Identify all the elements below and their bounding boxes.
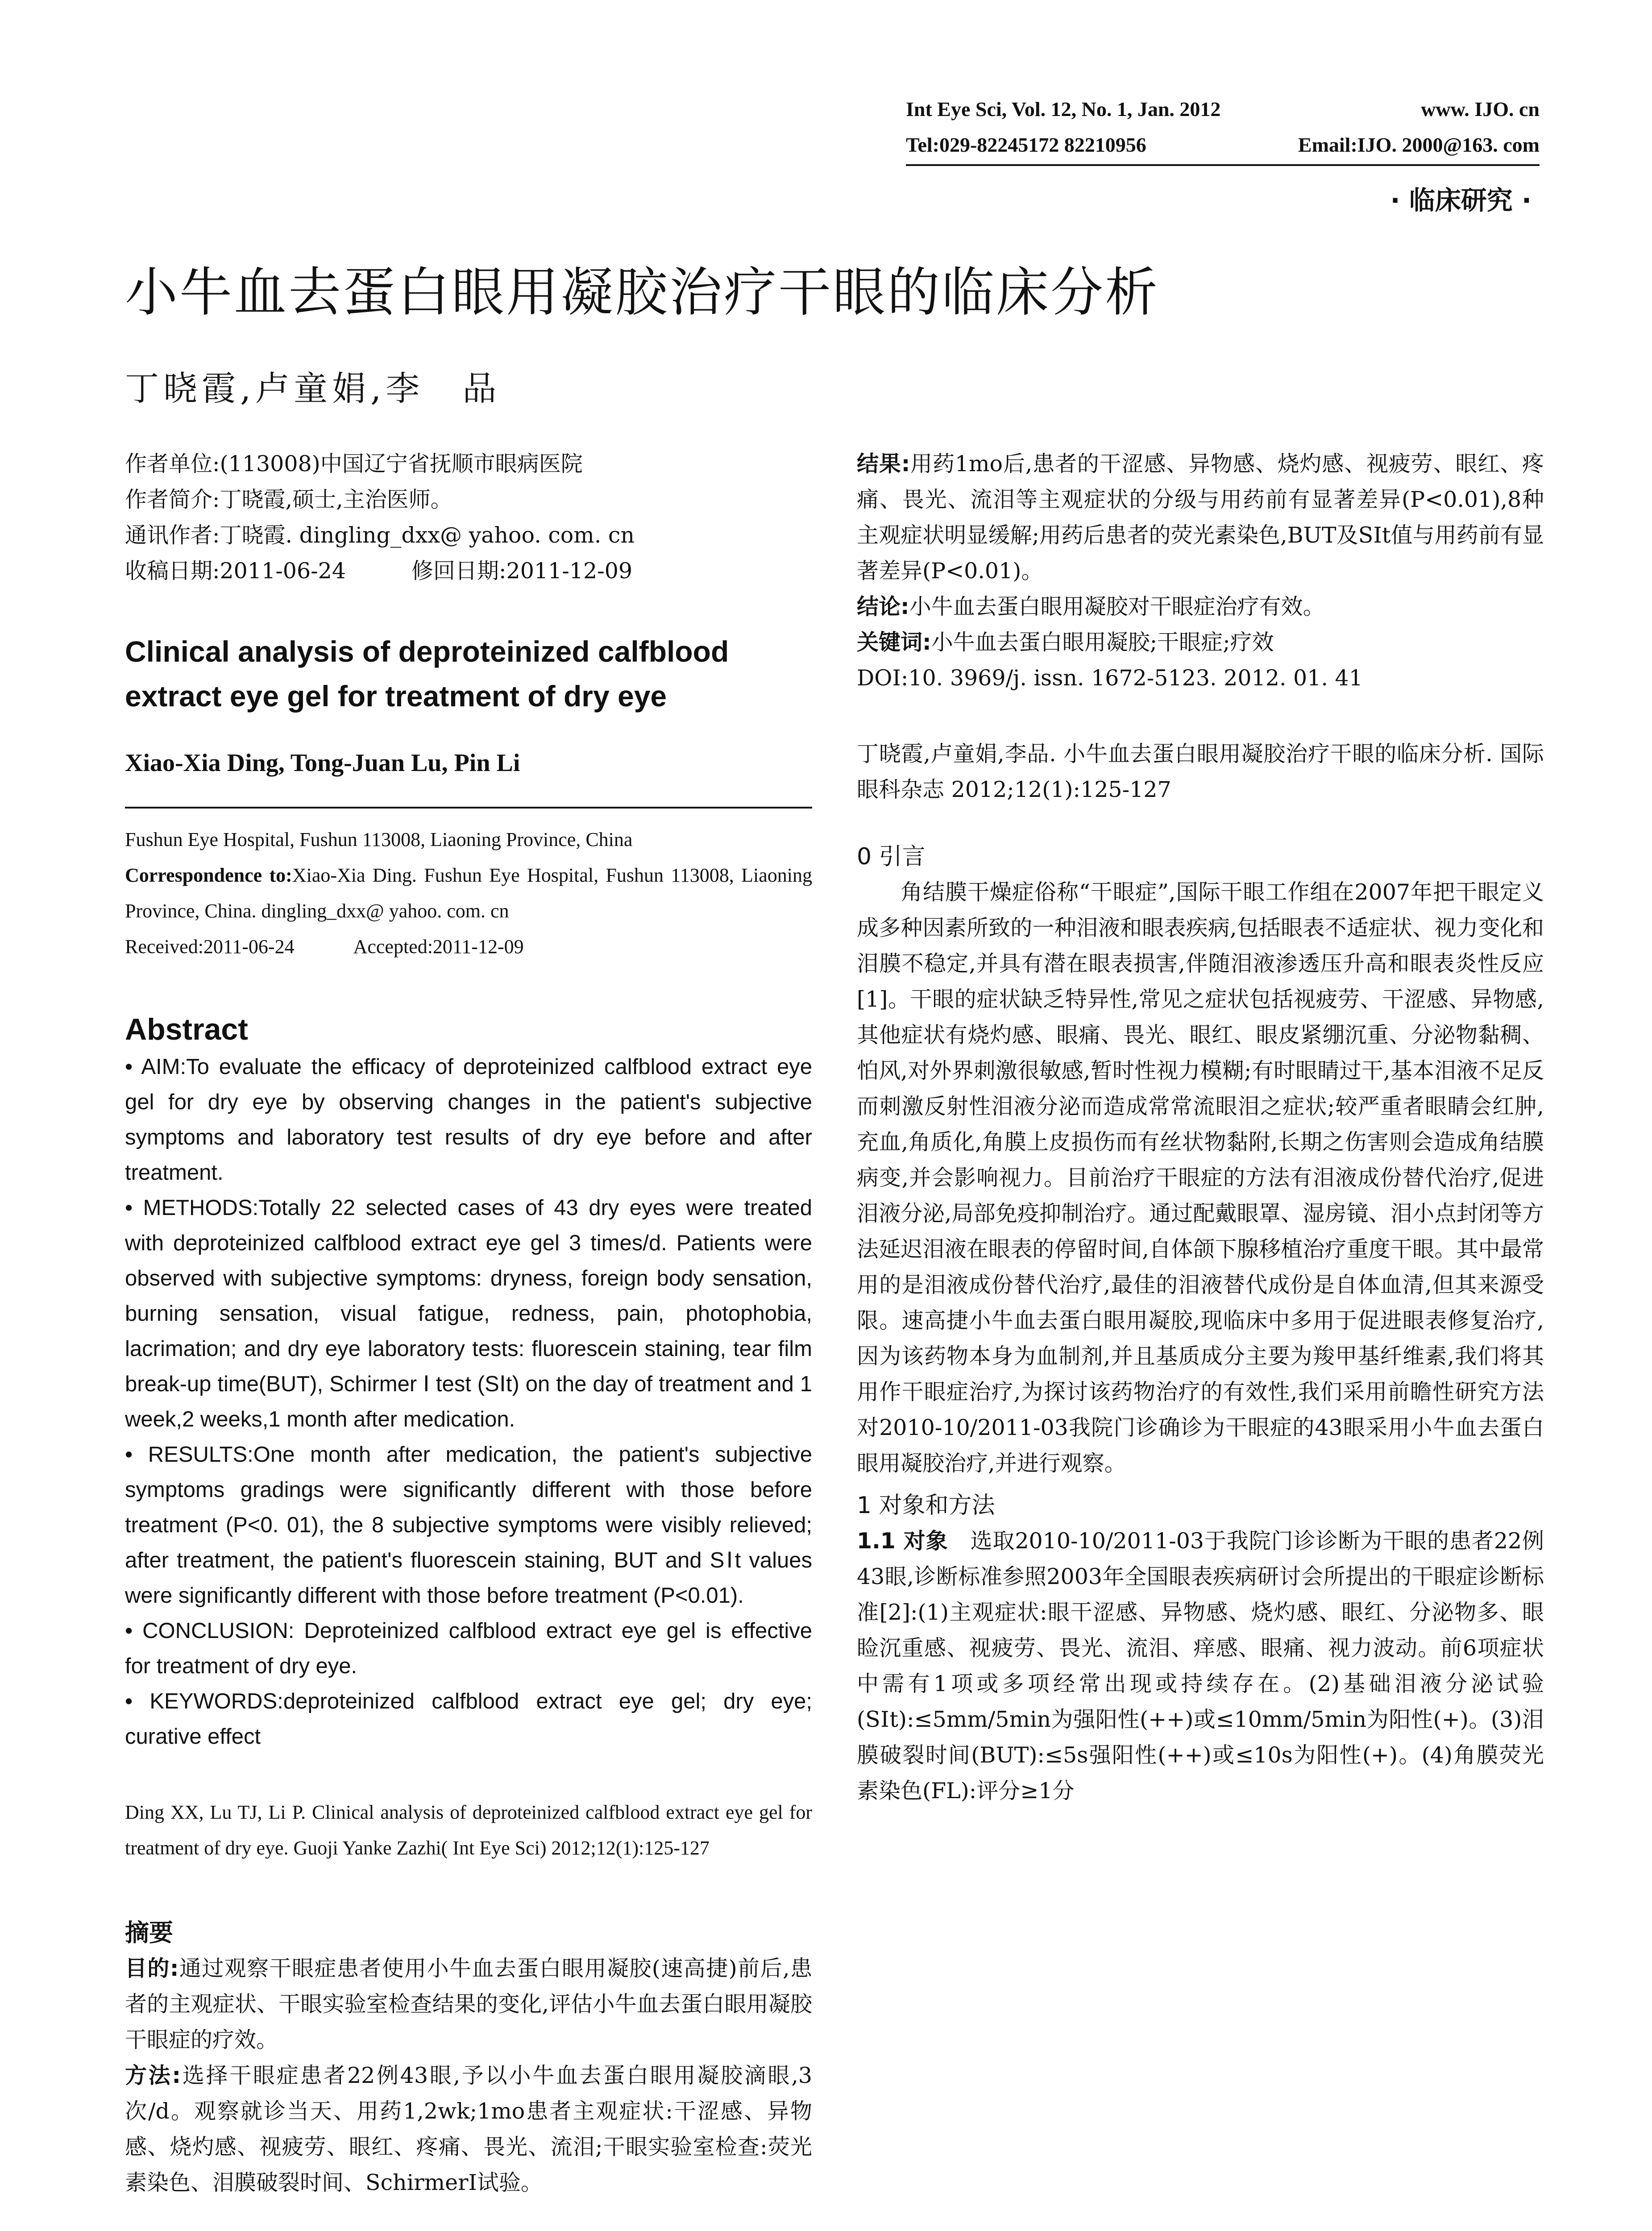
correspondence-en bbox=[125, 858, 812, 929]
author-rule bbox=[125, 807, 812, 809]
zhaiyao-keywords-text: 小牛血去蛋白眼用凝胶;干眼症;疗效 bbox=[931, 630, 1274, 655]
zhaiyao-result-label: 结果: bbox=[857, 451, 910, 477]
authors-en: Xiao-Xia Ding, Tong-Juan Lu, Pin Li bbox=[125, 749, 520, 777]
zhaiyao-result-text: 用药1mo后,患者的干涩感、异物感、烧灼感、视疲劳、眼红、疼痛、畏光、流泪等主观症状的分级与用药前有显著差异(P<0.01),8种主观症状明显缓解;用药后患者的荧光素染色,BUT及SⅠt值与用药前有显著差异(P<0.01)。 bbox=[857, 451, 1544, 584]
abstract-methods: • METHODS:Totally 22 selected cases of 43 dry eyes were treated with deproteinized calfblood extract eye gel 3 times/d. Patients were observed with subjective symptoms: dryness, foreign body sensation, burning sensation, visual fatigue, redness, pain, photophobia, lacrimation; and dry eye laboratory tests: fluorescein staining, tear film break-up time(BUT), Schirmer Ⅰ test (SⅠt) on the day of treatment and 1 week,2 weeks,1 month after medication. bbox=[125, 1196, 812, 1431]
zhaiyao-heading: 摘要 bbox=[125, 1919, 173, 1947]
header-rule bbox=[906, 164, 1540, 166]
right-column bbox=[857, 446, 1544, 1809]
affiliation-en: Fushun Eye Hospital, Fushun 113008, Liaoning Province, China bbox=[125, 829, 633, 850]
methods-subjects-text: 选取2010-10/2011-03于我院门诊诊断为干眼的患者22例43眼,诊断标准参照2003年全国眼表疾病研讨会所提出的干眼症诊断标准[2]:(1)主观症状:眼干涩感、异物感、烧灼感、眼红、分泌物多、眼睑沉重感、视疲劳、畏光、流泪、痒感、眼痛、视力波动。前6项症状中需有1项或多项经常出现或持续存在。(2)基础泪液分泌试验(SⅠt):≤5mm/5min为强阳性(++)或≤10mm/5min为阳性(+)。(3)泪膜破裂时间(BUT):≤5s强阳性(++)或≤10s为阳性(+)。(4)角膜荧光素染色(FL):评分≥1分 bbox=[857, 1528, 1544, 1804]
methods-heading: 1 对象和方法 bbox=[857, 1492, 995, 1519]
section-tag: · 临床研究 · bbox=[1390, 185, 1532, 216]
zhaiyao-keywords-label: 关键词: bbox=[857, 630, 931, 655]
zhaiyao-aim-text: 通过观察干眼症患者使用小牛血去蛋白眼用凝胶(速高捷)前后,患者的主观症状、干眼实验室检查结果的变化,评估小牛血去蛋白眼用凝胶干眼症的疗效。 bbox=[125, 1956, 812, 2053]
zhaiyao-aim bbox=[125, 1951, 812, 2058]
zhaiyao-conclusion-text: 小牛血去蛋白眼用凝胶对干眼症治疗有效。 bbox=[909, 594, 1325, 619]
authors-cn: 丁晓霞,卢童娟,李 品 bbox=[125, 369, 501, 408]
zhaiyao-conclusion-label: 结论: bbox=[857, 594, 909, 619]
intro-paragraph: 角结膜干燥症俗称“干眼症”,国际干眼工作组在2007年把干眼定义成多种因素所致的一种泪液和眼表疾病,包括眼表不适症状、视力变化和泪膜不稳定,并具有潜在眼表损害,伴随泪液渗透压升高和眼表炎性反应[1]。干眼的症状缺乏特异性,常见之症状包括视疲劳、干涩感、异物感,其他症状有烧灼感、眼痛、畏光、眼红、眼皮紧绷沉重、分泌物黏稠、怕风,对外界刺激很敏感,暂时性视力模糊;有时眼睛过干,基本泪液不足反而刺激反射性泪液分泌而造成常常流眼泪之症状;较严重者眼睛会红肿,充血,角质化,角膜上皮损伤而有丝状物黏附,长期之伤害则会造成角结膜病变,并会影响视力。目前治疗干眼症的方法有泪液成份替代治疗,促进泪液分泌,局部免疫抑制治疗。通过配戴眼罩、湿房镜、泪小点封闭等方法延迟泪液在眼表的停留时间,自体颌下腺移植治疗重度干眼。其中最常用的是泪液成份替代治疗,最佳的泪液替代成份是自体血清,但其来源受限。速高捷小牛血去蛋白眼用凝胶,现临床中多用于促进眼表修复治疗,因为该药物本身为血制剂,并且基质成分主要为羧甲基纤维素,我们将其用作干眼症治疗,为探讨该药物治疗的有效性,我们采用前瞻性研究方法对2010-10/2011-03我院门诊确诊为干眼症的43眼采用小牛血去蛋白眼用凝胶治疗,并进行观察。 bbox=[857, 879, 1544, 1476]
author-unit: 作者单位:(113008)中国辽宁省抚顺市眼病医院 bbox=[125, 451, 583, 477]
correspondence-text: Xiao-Xia Ding. Fushun Eye Hospital, Fushun 113008, Liaoning Province, China. dingling_dxx@ yahoo. com. cn bbox=[125, 864, 812, 922]
citation-cn: 丁晓霞,卢童娟,李品. 小牛血去蛋白眼用凝胶治疗干眼的临床分析. 国际眼科杂志 2012;12(1):125-127 bbox=[857, 741, 1544, 802]
journal-tel: Tel:029-82245172 82210956 bbox=[906, 133, 1146, 156]
zhaiyao-method-start bbox=[125, 2058, 812, 2201]
zhaiyao-method-text: 选择干眼症患者22例43眼,予以小牛血去蛋白眼用凝胶滴眼,3次/d。观察就诊当天、用药1,2wk;1mo患者主观症状:干涩感、异物感、烧灼感、视疲劳、眼红、疼痛、畏光、流泪;干眼实验室检查:荧光素染色、泪膜破裂时间、SchirmerⅠ试验。 bbox=[125, 2063, 812, 2195]
abstract-conclusion: • CONCLUSION: Deproteinized calfblood extract eye gel is effective for treatment of dry eye. bbox=[125, 1619, 812, 1678]
zhaiyao-result bbox=[857, 446, 1544, 589]
doi: DOI:10. 3969/j. issn. 1672-5123. 2012. 01. 41 bbox=[857, 665, 1363, 691]
zhaiyao-keywords bbox=[857, 625, 1544, 660]
abstract-keywords: • KEYWORDS:deproteinized calfblood extract eye gel; dry eye; curative effect bbox=[125, 1689, 812, 1749]
journal-website: www. IJO. cn bbox=[1421, 98, 1540, 120]
journal-citation-line: Int Eye Sci, Vol. 12, No. 1, Jan. 2012 bbox=[906, 98, 1221, 120]
methods-subjects-label: 1.1 对象 bbox=[857, 1528, 948, 1554]
abstract-heading: Abstract bbox=[125, 1012, 248, 1046]
corresponding-author: 通讯作者:丁晓霞. dingling_dxx@ yahoo. com. cn bbox=[125, 523, 635, 548]
paper-title-cn: 小牛血去蛋白眼用凝胶治疗干眼的临床分析 bbox=[125, 261, 1160, 323]
journal-header bbox=[906, 91, 1540, 163]
journal-email: Email:IJO. 2000@163. com bbox=[1298, 133, 1540, 156]
paper-title-en: Clinical analysis of deproteinized calfblood extract eye gel for treatment of dry eye bbox=[125, 635, 729, 713]
zhaiyao-method-label: 方法: bbox=[125, 2063, 181, 2088]
intro-heading: 0 引言 bbox=[857, 843, 926, 870]
zhaiyao-aim-label: 目的: bbox=[125, 1956, 179, 1981]
left-column bbox=[125, 446, 812, 2201]
received-dates-en: Received:2011-06-24 Accepted:2011-12-09 bbox=[125, 936, 524, 958]
citation-en: Ding XX, Lu TJ, Li P. Clinical analysis of deproteinized calfblood extract eye gel for treatment of dry eye. Guoji Yanke Zazhi( Int Eye Sci) 2012;12(1):125-127 bbox=[125, 1801, 812, 1859]
author-bio: 作者简介:丁晓霞,硕士,主治医师。 bbox=[125, 487, 452, 512]
received-dates-cn: 收稿日期:2011-06-24 修回日期:2011-12-09 bbox=[125, 558, 633, 584]
abstract-aim: • AIM:To evaluate the efficacy of deproteinized calfblood extract eye gel for dry eye by observing changes in the patient's subjective symptoms and laboratory test results of dry eye before and after treatment. bbox=[125, 1055, 812, 1185]
abstract-results: • RESULTS:One month after medication, the patient's subjective symptoms gradings were significantly different with those before treatment (P<0. 01), the 8 subjective symptoms were visibly relieved; after treatment, the patient's fluorescein staining, BUT and SⅠt values were significantly different with those before treatment (P<0.01). bbox=[125, 1443, 812, 1608]
zhaiyao-conclusion bbox=[857, 589, 1544, 625]
correspondence-label: Correspondence to: bbox=[125, 864, 292, 886]
methods-subjects-paragraph bbox=[857, 1523, 1544, 1809]
